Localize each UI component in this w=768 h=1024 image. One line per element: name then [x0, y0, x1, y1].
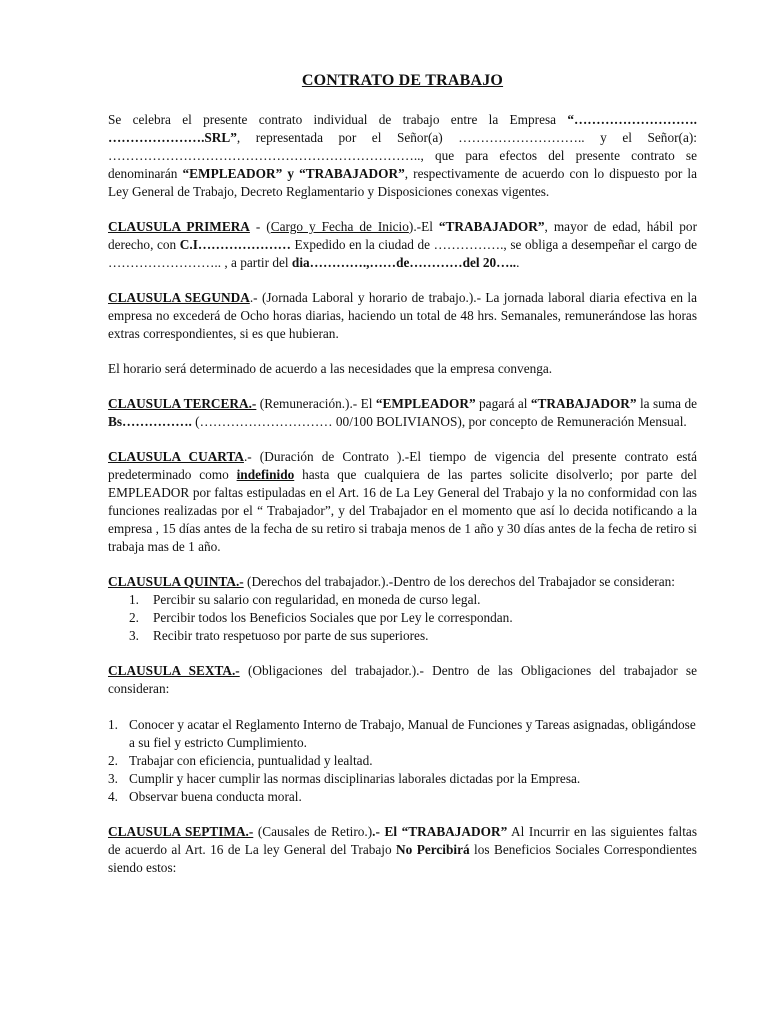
clause-septima-text-1: (Causales de Retiro.): [253, 824, 373, 839]
clause-septima-text-4: los Beneficios Sociales Correspondientes siendo estos:: [108, 842, 697, 875]
intro-company: “………………………. ………………….SRL”: [108, 112, 697, 145]
clause-tercera-text-3: la suma de: [636, 396, 698, 411]
clause-tercera: [108, 395, 697, 431]
clause-primera-sep: - (: [249, 219, 271, 234]
clause-tercera-text-2: pagará al: [475, 396, 531, 411]
clause-septima-no-percibira: No Percibirá: [396, 842, 470, 857]
clause-tercera-trabajador: “TRABAJADOR”: [530, 396, 637, 411]
obligaciones-list: [108, 716, 697, 806]
clause-tercera-text-1: (Remuneración.).- El: [256, 396, 376, 411]
intro-paragraph: [108, 111, 697, 201]
clause-tercera-text-4: (………………………… 00/100 BOLIVIANOS), por concepto de Remuneración Mensual.: [191, 414, 687, 429]
clause-primera-text-2: , mayor de edad, hábil por derecho, con: [108, 219, 698, 252]
clause-quinta-text: (Derechos del trabajador.).-Dentro de los derechos del Trabajador se consideran:: [243, 574, 675, 589]
clause-cuarta: [108, 448, 697, 556]
intro-text-3: , respectivamente de acuerdo con lo dispuesto por la Ley General de Trabajo, Decreto Reglamentario y Disposiciones conexas vigentes.: [108, 166, 697, 199]
clause-cuarta-text-1: .- (Duración de Contrato ).-El tiempo de vigencia del presente contrato está predeterminado como: [108, 449, 697, 482]
clause-segunda: [108, 289, 697, 343]
horario-paragraph: El horario será determinado de acuerdo a las necesidades que la empresa convenga.: [108, 361, 553, 376]
clause-septima: [108, 823, 697, 877]
list-item: 1. Conocer y acatar el Reglamento Interno de Trabajo, Manual de Funciones y Tareas asignadas, obligándose a su fiel y estricto Cumplimiento.: [108, 717, 696, 750]
intro-text-1: Se celebra el presente contrato individual de trabajo entre la Empresa: [108, 112, 568, 127]
clause-segunda-heading: CLAUSULA SEGUNDA: [108, 290, 250, 305]
page-title: CONTRATO DE TRABAJO: [301, 72, 504, 89]
derechos-list: [108, 591, 697, 645]
list-item: 4. Observar buena conducta moral.: [108, 789, 302, 804]
clause-primera: [108, 218, 697, 272]
clause-primera-heading: CLAUSULA PRIMERA: [108, 219, 250, 234]
list-item: 2. Percibir todos los Beneficios Sociales que por Ley le correspondan.: [129, 610, 513, 625]
clause-sexta: [108, 662, 697, 698]
clause-primera-text-3: Expedido en la ciudad de ……………., se obliga a desempeñar el cargo de …………………….. , a partir del: [108, 237, 697, 270]
clause-segunda-text: .- (Jornada Laboral y horario de trabajo.).- La jornada laboral diaria efectiva en la empresa no excederá de Ocho horas diarias, haciendo un total de 48 hrs. Semanales, remunerándose las horas extras correspondientes, si es que hubieran.: [108, 290, 697, 341]
clause-cuarta-heading: CLAUSULA CUARTA: [108, 449, 244, 464]
list-item: 2. Trabajar con eficiencia, puntualidad y lealtad.: [108, 753, 373, 768]
clause-primera-trabajador: “TRABAJADOR”: [438, 219, 545, 234]
clause-primera-topic: Cargo y Fecha de Inicio: [270, 219, 409, 234]
clause-septima-trabajador: “TRABAJADOR”: [401, 824, 508, 839]
clause-septima-text-2: .- El: [372, 824, 402, 839]
clause-primera-date: dia………….,……de…………del 20…..: [291, 255, 517, 270]
clause-tercera-empleador: “EMPLEADOR”: [375, 396, 476, 411]
clause-primera-text-4: .: [516, 255, 520, 270]
clause-sexta-text: (Obligaciones del trabajador.).- Dentro de las Obligaciones del trabajador se consideran:: [108, 663, 697, 696]
clause-quinta: [108, 573, 697, 591]
clause-primera-ci: C.I…………………: [179, 237, 291, 252]
clause-primera-text-1: ).-El: [408, 219, 439, 234]
clause-sexta-heading: CLAUSULA SEXTA.-: [108, 663, 240, 678]
clause-quinta-heading: CLAUSULA QUINTA.-: [108, 574, 244, 589]
intro-parties: “EMPLEADOR” y “TRABAJADOR”: [182, 166, 405, 181]
clause-septima-heading: CLAUSULA SEPTIMA.-: [108, 824, 254, 839]
clause-septima-text-3: Al Incurrir en las siguientes faltas de acuerdo al Art. 16 de La ley General del Trabajo: [108, 824, 697, 857]
list-item: 3. Recibir trato respetuoso por parte de sus superiores.: [129, 628, 429, 643]
clause-tercera-amount: Bs…………….: [108, 414, 192, 429]
clause-cuarta-text-2: hasta que cualquiera de las partes solicite disolverlo; por parte del EMPLEADOR por faltas estipuladas en el Art. 16 de La Ley General del Trabajo y la no conformidad con las funciones realizadas por el “ Trabajador”, y del Trabajador en el momento que así lo decida notificando a la empresa , 15 días antes de la fecha de su retiro si trabaja menos de 1 año y 30 días antes de la fecha de retiro si trabaja mas de 1 año.: [108, 467, 697, 554]
list-item: 1. Percibir su salario con regularidad, en moneda de curso legal.: [129, 592, 481, 607]
clause-cuarta-indefinido: indefinido: [236, 467, 295, 482]
list-item: 3. Cumplir y hacer cumplir las normas disciplinarias laborales dictadas por la Empresa.: [108, 771, 581, 786]
intro-text-2: , representada por el Señor(a) ……………………….. y el Señor(a): …………………………………………………………….., que para efectos del presente contrato se denominarán: [108, 130, 697, 181]
clause-tercera-heading: CLAUSULA TERCERA.-: [108, 396, 257, 411]
